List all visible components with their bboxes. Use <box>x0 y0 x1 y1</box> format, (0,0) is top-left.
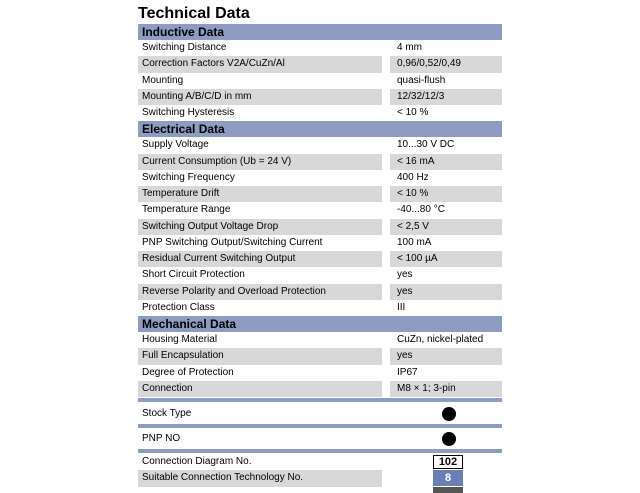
row-value: 4 mm <box>397 42 422 53</box>
row-value: < 2,5 V <box>390 219 502 235</box>
filled-dot-icon <box>442 407 456 421</box>
row-label: Switching Frequency <box>142 171 235 183</box>
connection-technology-row <box>138 470 502 486</box>
row-label: Stock Type <box>142 408 192 419</box>
pnp-no-row <box>138 430 502 448</box>
connection-diagram-number: 102 <box>433 455 463 469</box>
connection-diagram-row <box>138 454 502 470</box>
row-value: < 10 % <box>397 107 429 118</box>
row-label: Current Consumption (Ub = 24 V) <box>138 154 382 170</box>
section-header-inductive: Inductive Data <box>138 24 502 40</box>
row-label: Suitable Connection Technology No. <box>138 470 382 486</box>
section-divider <box>138 398 502 402</box>
table-row <box>138 40 502 56</box>
row-value: yes <box>390 348 502 364</box>
section-header-mechanical: Mechanical Data <box>138 316 502 332</box>
row-label: Mounting <box>142 74 184 86</box>
table-row <box>138 348 502 364</box>
table-row <box>138 219 502 235</box>
table-row-cut <box>138 487 502 493</box>
table-row <box>138 56 502 72</box>
row-label: Connection Diagram No. <box>142 456 252 467</box>
row-label: Housing Material <box>142 334 218 345</box>
row-value: III <box>397 301 406 313</box>
row-label: Mounting A/B/C/D in mm <box>138 89 382 105</box>
stock-type-row <box>138 405 502 423</box>
row-label: PNP Switching Output/Switching Current <box>142 236 323 248</box>
row-label: Temperature Drift <box>138 186 382 202</box>
row-value: IP67 <box>397 366 418 378</box>
row-label: Correction Factors V2A/CuZn/Al <box>138 56 382 72</box>
table-row <box>138 235 502 251</box>
table-row <box>138 105 502 121</box>
section-divider <box>138 424 502 428</box>
row-value: 400 Hz <box>397 171 429 183</box>
table-row <box>138 300 502 316</box>
table-row <box>138 170 502 186</box>
row-value: < 10 % <box>390 186 502 202</box>
table-row <box>138 332 502 348</box>
table-row <box>138 365 502 381</box>
table-row <box>138 284 502 300</box>
table-row <box>138 73 502 89</box>
row-label: Short Circuit Protection <box>142 269 245 281</box>
row-value: yes <box>397 269 413 281</box>
filled-dot-icon <box>442 432 456 446</box>
table-row <box>138 381 502 397</box>
row-value: -40...80 °C <box>397 204 445 216</box>
cut-off-number-box <box>433 487 463 493</box>
row-label: Full Encapsulation <box>138 348 382 364</box>
row-value: M8 × 1; 3-pin <box>390 381 502 397</box>
row-value: 0,96/0,52/0,49 <box>390 56 502 72</box>
row-label: Protection Class <box>142 301 215 313</box>
connection-technology-number: 8 <box>433 470 463 486</box>
row-label: Connection <box>138 381 382 397</box>
row-label: Switching Hysteresis <box>142 107 235 118</box>
table-row <box>138 154 502 170</box>
row-label: Switching Output Voltage Drop <box>138 219 382 235</box>
row-label: Supply Voltage <box>142 139 209 151</box>
table-row <box>138 186 502 202</box>
table-row <box>138 267 502 283</box>
row-label: Switching Distance <box>142 42 227 53</box>
row-value: CuZn, nickel-plated <box>397 334 484 345</box>
table-row <box>138 89 502 105</box>
table-row <box>138 202 502 218</box>
row-label: PNP NO <box>142 433 181 444</box>
table-row <box>138 251 502 267</box>
row-value: yes <box>390 284 502 300</box>
row-value: quasi-flush <box>397 74 446 86</box>
row-label: Degree of Protection <box>142 366 234 378</box>
section-header-electrical: Electrical Data <box>138 121 502 137</box>
section-divider <box>138 449 502 453</box>
row-value: 100 mA <box>397 236 432 248</box>
row-label: Temperature Range <box>142 204 231 216</box>
row-value: < 16 mA <box>390 154 502 170</box>
table-row <box>138 137 502 153</box>
row-label: Reverse Polarity and Overload Protection <box>138 284 382 300</box>
row-value: 10...30 V DC <box>397 139 455 151</box>
row-value: 12/32/12/3 <box>390 89 502 105</box>
technical-data-table <box>138 24 502 493</box>
row-value: < 100 µA <box>390 251 502 267</box>
page-title: Technical Data <box>138 5 250 22</box>
row-label: Residual Current Switching Output <box>138 251 382 267</box>
